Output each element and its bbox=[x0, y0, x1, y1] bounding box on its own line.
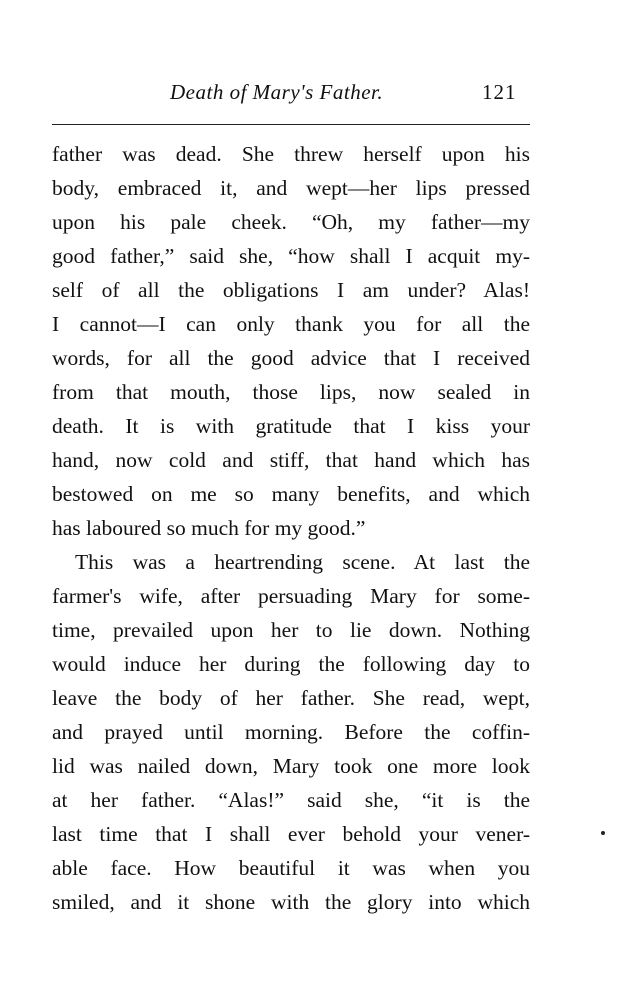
text-line: leave the body of her father. She read, wept, bbox=[52, 686, 530, 710]
text-line: good father,” said she, “how shall I acquit my- bbox=[52, 244, 530, 268]
text-line: and prayed until morning. Before the coffin- bbox=[52, 720, 530, 744]
text-line: death. It is with gratitude that I kiss your bbox=[52, 414, 530, 438]
text-line: would induce her during the following day to bbox=[52, 652, 530, 676]
text-line: has laboured so much for my good.” bbox=[52, 516, 366, 540]
text-line: hand, now cold and stiff, that hand which has bbox=[52, 448, 530, 472]
body-text bbox=[52, 137, 530, 919]
text-line: time, prevailed upon her to lie down. Nothing bbox=[52, 618, 530, 642]
text-line: from that mouth, those lips, now sealed in bbox=[52, 380, 530, 404]
text-line: smiled, and it shone with the glory into which bbox=[52, 890, 530, 914]
text-line: lid was nailed down, Mary took one more look bbox=[52, 754, 530, 778]
running-head bbox=[0, 80, 620, 110]
running-title: Death of Mary's Father. bbox=[170, 80, 384, 104]
text-line: father was dead. She threw herself upon his bbox=[52, 142, 530, 166]
paragraph-start-line: This was a heartrending scene. At last the bbox=[75, 550, 530, 574]
text-line: bestowed on me so many benefits, and which bbox=[52, 482, 530, 506]
text-line: upon his pale cheek. “Oh, my father—my bbox=[52, 210, 530, 234]
header-rule bbox=[52, 124, 530, 125]
text-line: farmer's wife, after persuading Mary for some- bbox=[52, 584, 530, 608]
text-line: last time that I shall ever behold your vener- bbox=[52, 822, 530, 846]
text-line: I cannot—I can only thank you for all the bbox=[52, 312, 530, 336]
text-line: self of all the obligations I am under? Alas! bbox=[52, 278, 530, 302]
text-line: body, embraced it, and wept—her lips pressed bbox=[52, 176, 530, 200]
text-line: words, for all the good advice that I received bbox=[52, 346, 530, 370]
text-line: able face. How beautiful it was when you bbox=[52, 856, 530, 880]
page-number: 121 bbox=[482, 80, 517, 104]
margin-speck bbox=[601, 831, 605, 835]
text-line: at her father. “Alas!” said she, “it is the bbox=[52, 788, 530, 812]
